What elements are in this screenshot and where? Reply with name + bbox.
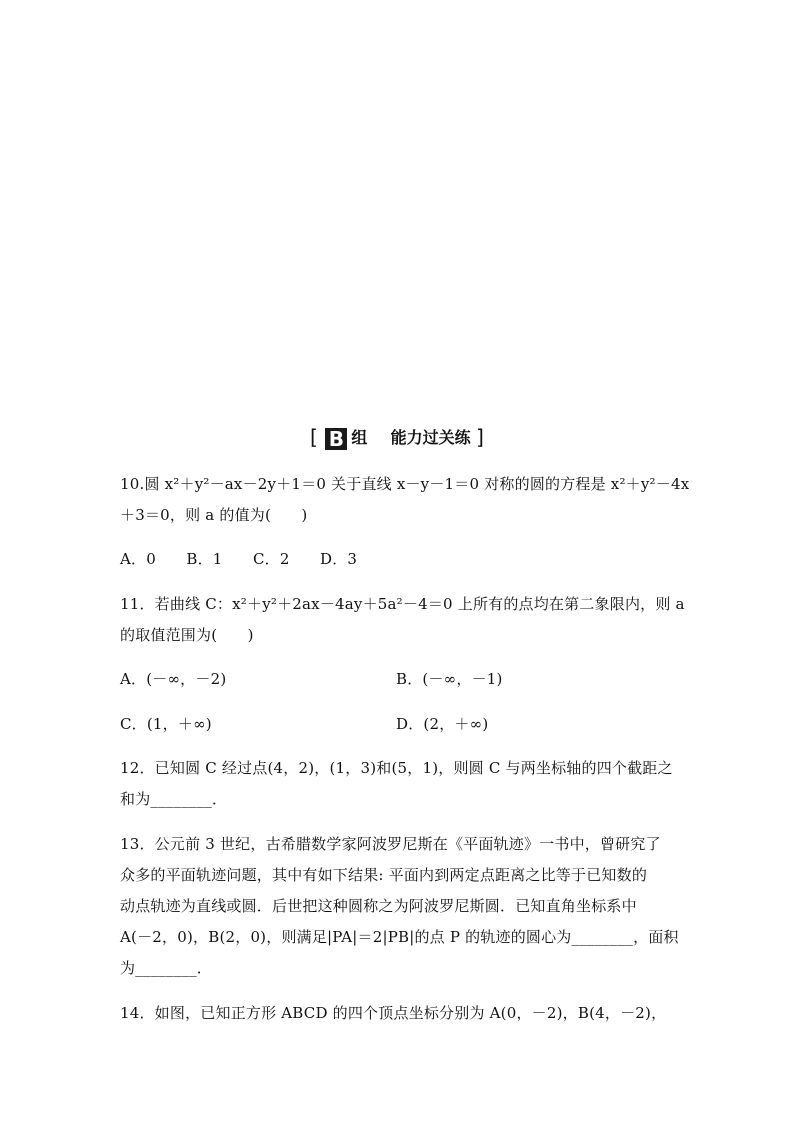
section-heading bbox=[0, 424, 794, 451]
group-label: 组 bbox=[351, 428, 368, 447]
q11-option-a: A．(－∞，－2) bbox=[120, 670, 227, 688]
q10-line-2: ＋3＝0，则 a 的值为( ) bbox=[120, 506, 308, 524]
bracket-close: ] bbox=[476, 425, 484, 449]
q11-option-b: B．(－∞，－1) bbox=[396, 670, 503, 688]
q13-line-5: 为________． bbox=[120, 959, 213, 977]
q13-line-3: 动点轨迹为直线或圆．后世把这种圆称之为阿波罗尼斯圆．已知直角坐标系中 bbox=[120, 897, 637, 915]
q12-line-2: 和为________． bbox=[120, 790, 228, 808]
q11-line-2: 的取值范围为( ) bbox=[120, 626, 254, 644]
q11-option-c: C．(1，＋∞) bbox=[120, 715, 212, 733]
q13-line-2: 众多的平面轨迹问题，其中有如下结果: 平面内到两定点距离之比等于已知数的 bbox=[120, 866, 648, 884]
section-title: 能力过关练 bbox=[390, 428, 471, 447]
group-badge: B bbox=[325, 428, 347, 450]
q12-line-1: 12．已知圆 C 经过点(4，2)，(1，3)和(5，1)，则圆 C 与两坐标轴的四个截距之 bbox=[120, 759, 673, 777]
q13-line-4: A(－2，0)，B(2，0)，则满足|PA|＝2|PB|的点 P 的轨迹的圆心为________，面积 bbox=[120, 928, 679, 946]
q11-option-d: D．(2，＋∞) bbox=[396, 715, 489, 733]
q10-line-1: 10.圆 x²＋y²－ax－2y＋1＝0 关于直线 x－y－1＝0 对称的圆的方程是 x²＋y²－4x bbox=[120, 475, 690, 493]
q13-line-1: 13．公元前 3 世纪，古希腊数学家阿波罗尼斯在《平面轨迹》一书中，曾研究了 bbox=[120, 835, 661, 853]
q14-line-1: 14．如图，已知正方形 ABCD 的四个顶点坐标分别为 A(0，－2)，B(4，－2)， bbox=[120, 1004, 667, 1022]
bracket-open: [ bbox=[310, 425, 318, 449]
q10-options: A．0 B．1 C．2 D．3 bbox=[120, 550, 358, 568]
q11-line-1: 11．若曲线 C：x²＋y²＋2ax－4ay＋5a²－4＝0 上所有的点均在第二象限内，则 a bbox=[120, 595, 685, 613]
